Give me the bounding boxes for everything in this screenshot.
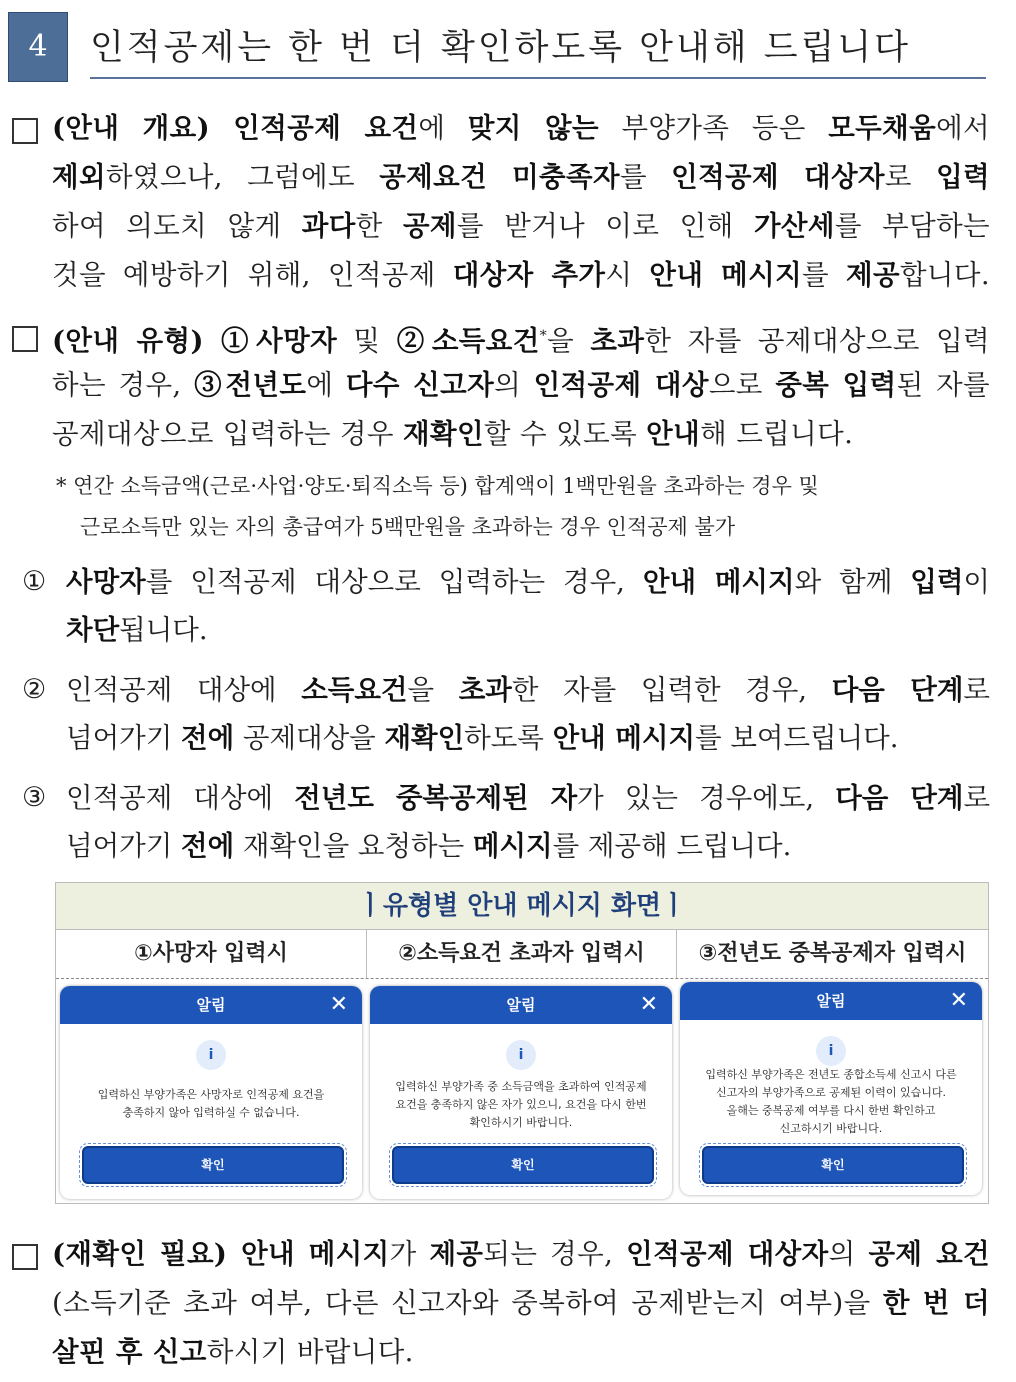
- bold-text: 안내 메시지: [241, 1238, 390, 1270]
- info-icon: i: [816, 1036, 846, 1066]
- dialog-message-line: 신고하시기 바랍니다.: [779, 1122, 883, 1135]
- text-segment: 한 자를 공제대상으로 입력: [644, 325, 990, 358]
- dialog-duplicate: [680, 982, 982, 1195]
- bold-text: 초과: [590, 325, 645, 358]
- text-segment: 하도록: [464, 722, 553, 754]
- text-line: [66, 774, 990, 822]
- text-segment: 을: [547, 325, 591, 358]
- bold-text: 제외: [52, 161, 106, 193]
- section-header: [8, 8, 986, 80]
- bold-text: 안내: [646, 418, 701, 450]
- text-line: [52, 1230, 990, 1279]
- table-title: ㅣ유형별 안내 메시지 화면ㅣ: [56, 883, 988, 930]
- text-segment: 된 자를: [896, 369, 990, 401]
- dialog-message-line: 입력하신 부양가족은 사망자로 인적공제 요건을: [97, 1088, 325, 1101]
- dialog-title: 알림: [816, 992, 846, 1010]
- text-line: [66, 558, 990, 606]
- text-segment: 재확인을 요청하는: [234, 830, 473, 862]
- bold-text: 안내 메시지: [642, 566, 795, 598]
- text-segment: 을: [407, 674, 459, 706]
- bold-text: 인적공제 대상자: [626, 1238, 829, 1270]
- bold-text: 한 번 더: [882, 1287, 990, 1319]
- paragraph-recheck: [52, 1230, 990, 1377]
- title-underline: [90, 77, 986, 79]
- footnote: [56, 466, 990, 548]
- text-line: [52, 104, 990, 153]
- bold-text: (안내 개요): [52, 112, 234, 144]
- info-icon: i: [196, 1040, 226, 1070]
- text-segment: 가 있는 경우에도,: [577, 782, 836, 814]
- text-segment: 할 수 있도록: [483, 418, 647, 450]
- text-line: [52, 202, 990, 251]
- bold-text: 제공: [846, 259, 900, 291]
- text-line: [66, 822, 990, 870]
- item-marker: ②: [22, 674, 47, 705]
- text-line: [52, 251, 990, 300]
- text-segment: 해 드립니다.: [700, 418, 854, 450]
- text-segment: (소득기준 초과 여부, 다른 신고자와 중복하여 공제받는지 여부)을: [52, 1287, 883, 1319]
- dialog-title-bar: [60, 986, 362, 1024]
- text-segment: 를: [802, 259, 847, 291]
- dialog-message: [72, 1086, 350, 1122]
- text-segment: 넘어가기: [66, 830, 182, 862]
- text-line: [52, 153, 990, 202]
- text-segment: 하는 경우,: [52, 369, 195, 401]
- bold-text: 안내 메시지: [649, 259, 803, 291]
- text-segment: 하여 의도치 않게: [52, 210, 302, 242]
- confirm-button[interactable]: 확인: [392, 1146, 654, 1184]
- section-title: 인적공제는 한 번 더 확인하도록 안내해 드립니다: [90, 28, 911, 68]
- text-segment: 되는 경우,: [483, 1238, 627, 1270]
- bold-text: (안내 유형): [52, 325, 222, 358]
- footnote-line-1: * 연간 소득금액(근로·사업·양도·퇴직소득 등) 합계액이 1백만원을 초과하는 경우 및: [56, 474, 819, 498]
- bold-text: 다음 단계: [835, 782, 964, 814]
- text-segment: 를: [619, 161, 672, 193]
- text-segment: 인적공제 대상에: [66, 782, 295, 814]
- text-segment: 하였으나, 그럼에도: [105, 161, 380, 193]
- text-line: [66, 606, 990, 654]
- text-segment: 넘어가기: [66, 722, 182, 754]
- item-marker: ①: [22, 566, 47, 597]
- bold-text: 인적공제 요건: [233, 112, 419, 144]
- bold-text: 전에: [181, 722, 235, 754]
- bold-text: 전년도 중복공제된 자: [294, 782, 578, 814]
- bold-text: ②소득요건: [396, 325, 540, 358]
- confirm-button[interactable]: 확인: [82, 1146, 344, 1184]
- column-header-duplicate: ③전년도 중복공제자 입력시: [698, 941, 967, 966]
- column-header-deceased: ①사망자 입력시: [134, 941, 288, 966]
- bold-text: 제공: [429, 1238, 484, 1270]
- bold-text: 소득요건: [301, 674, 408, 706]
- dialog-message-line: 올해는 중복공제 여부를 다시 한번 확인하고: [726, 1104, 936, 1117]
- text-segment: 한 자를 입력한 경우,: [511, 674, 832, 706]
- dialog-message-line: 신고자의 부양가족으로 공제된 이력이 있습니다.: [715, 1086, 946, 1099]
- text-segment: 됩니다.: [119, 614, 208, 646]
- message-screens-table: [55, 882, 989, 1204]
- text-segment: 를 보여드립니다.: [695, 722, 899, 754]
- paragraph-types: [52, 312, 990, 459]
- confirm-button[interactable]: 확인: [702, 1146, 964, 1184]
- bold-text: 모두채움: [828, 112, 937, 144]
- close-icon[interactable]: ✕: [639, 992, 658, 1017]
- dialog-message-line: 충족하지 않아 입력하실 수 없습니다.: [122, 1106, 300, 1119]
- bold-text: 안내 메시지: [552, 722, 696, 754]
- text-segment: 로: [963, 782, 990, 814]
- text-segment: 하시기 바랍니다.: [206, 1336, 414, 1368]
- bold-text: 가산세: [753, 210, 835, 242]
- text-segment: 를 부담하는: [834, 210, 990, 242]
- dialog-message: [382, 1078, 660, 1132]
- column-header-income: ②소득요건 초과자 입력시: [398, 941, 645, 966]
- text-segment: 이: [963, 566, 990, 598]
- text-segment: 에서: [936, 112, 990, 144]
- text-segment: 와 함께: [794, 566, 911, 598]
- dialog-title-bar: [680, 982, 982, 1020]
- text-segment: 공제대상으로 입력하는 경우: [52, 418, 404, 450]
- bold-text: 공제: [402, 210, 457, 242]
- bold-text: 공제요건 미충족자: [379, 161, 620, 193]
- bold-text: 사망자: [66, 566, 146, 598]
- item-text: [66, 558, 990, 654]
- text-segment: 에: [306, 369, 346, 401]
- bold-text: 맞지 않는: [467, 112, 599, 144]
- bold-text: 인적공제 대상자: [671, 161, 885, 193]
- bold-text: 중복 입력: [775, 369, 897, 401]
- text-segment: 한: [355, 210, 403, 242]
- text-segment: 인적공제 대상에: [66, 674, 302, 706]
- text-line: [52, 1279, 990, 1328]
- dialog-deceased: [60, 986, 362, 1199]
- text-line: [52, 312, 990, 361]
- text-line: [52, 1328, 990, 1377]
- dialog-income: [370, 986, 672, 1199]
- footnote-line-2: 근로소득만 있는 자의 총급여가 5백만원을 초과하는 경우 인적공제 불가: [80, 515, 736, 539]
- text-segment: 를 제공해 드립니다.: [552, 830, 792, 862]
- bold-text: ①사망자: [221, 325, 338, 358]
- text-segment: 합니다.: [899, 259, 990, 291]
- text-segment: 의: [828, 1238, 869, 1270]
- table-column-headers: [56, 930, 988, 979]
- text-segment: 가: [389, 1238, 430, 1270]
- text-line: [66, 666, 990, 714]
- checkbox-bullet-types: [12, 326, 38, 352]
- bold-text: 재확인: [403, 418, 484, 450]
- text-line: [52, 361, 990, 410]
- text-segment: 에: [418, 112, 468, 144]
- text-segment: 부양가족 등은: [599, 112, 829, 144]
- bold-text: ③전년도: [194, 369, 307, 401]
- dialog-title-bar: [370, 986, 672, 1024]
- section-number-badge: 4: [8, 12, 68, 82]
- bold-text: 입력: [936, 161, 990, 193]
- bold-text: 차단: [66, 614, 120, 646]
- text-segment: *: [539, 328, 548, 344]
- bold-text: 메시지: [472, 830, 553, 862]
- item-text: [66, 774, 990, 870]
- item-text: [66, 666, 990, 762]
- column-divider: [676, 930, 677, 978]
- dialog-message-line: 입력하신 부양가족은 전년도 종합소득세 신고시 다른: [705, 1068, 957, 1081]
- close-icon[interactable]: ✕: [329, 992, 348, 1017]
- bold-text: 살핀 후 신고: [52, 1336, 207, 1368]
- dialog-message: [692, 1066, 970, 1138]
- bold-text: 전에: [181, 830, 235, 862]
- bold-text: 입력: [910, 566, 964, 598]
- text-segment: 공제대상을: [234, 722, 385, 754]
- dialog-title: 알림: [196, 996, 226, 1014]
- bold-text: 재확인: [384, 722, 465, 754]
- column-divider: [366, 930, 367, 978]
- close-icon[interactable]: ✕: [949, 988, 968, 1013]
- text-segment: 시: [605, 259, 650, 291]
- bold-text: 공제 요건: [868, 1238, 990, 1270]
- text-segment: 으로: [708, 369, 776, 401]
- text-segment: 및: [337, 325, 397, 358]
- bold-text: 대상자 추가: [452, 259, 606, 291]
- item-marker: ③: [22, 782, 47, 813]
- checkbox-bullet-recheck: [12, 1244, 38, 1270]
- dialog-message-line: 확인하시기 바랍니다.: [469, 1116, 573, 1129]
- info-icon: i: [506, 1040, 536, 1070]
- bold-text: 과다: [301, 210, 356, 242]
- text-segment: 것을 예방하기 위해, 인적공제: [52, 259, 453, 291]
- paragraph-overview: [52, 104, 990, 300]
- bold-text: 인적공제 대상: [533, 369, 709, 401]
- text-segment: 를 받거나 이로 인해: [456, 210, 754, 242]
- bold-text: 다음 단계: [831, 674, 964, 706]
- text-segment: 를 인적공제 대상으로 입력하는 경우,: [145, 566, 643, 598]
- dialog-title: 알림: [506, 996, 536, 1014]
- text-line: [52, 410, 990, 459]
- bold-text: (재확인 필요): [52, 1238, 242, 1270]
- text-segment: 로: [963, 674, 990, 706]
- checkbox-bullet-overview: [12, 118, 38, 144]
- bold-text: 초과: [458, 674, 512, 706]
- text-segment: 로: [884, 161, 937, 193]
- dialog-message-line: 요건을 충족하지 않은 자가 있으니, 요건을 다시 한번: [395, 1098, 647, 1111]
- text-line: [66, 714, 990, 762]
- text-segment: 의: [494, 369, 534, 401]
- dialog-message-line: 입력하신 부양가족 중 소득금액을 초과하여 인적공제: [395, 1080, 647, 1093]
- bold-text: 다수 신고자: [345, 369, 495, 401]
